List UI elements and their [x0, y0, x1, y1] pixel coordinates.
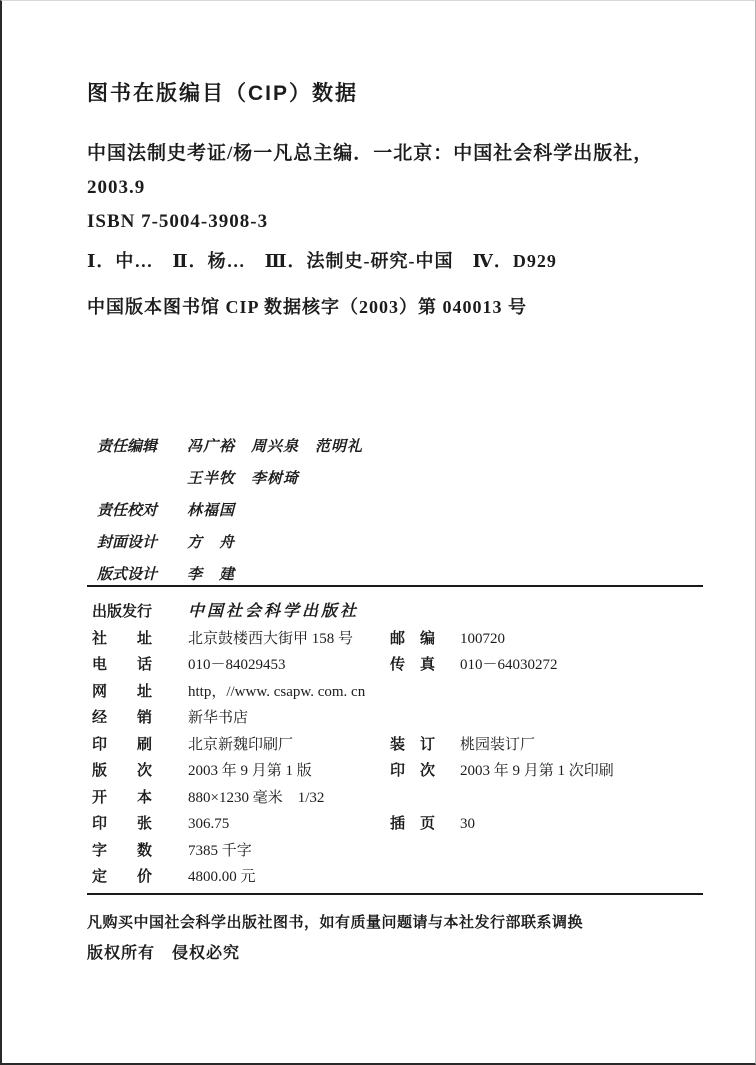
pub-label: 版 次: [92, 762, 153, 779]
pub-label: 电 话: [92, 656, 153, 673]
pub-label: 定 价: [92, 868, 153, 885]
pub-value: 北京新魏印刷厂: [188, 736, 294, 753]
pub-right-label: [390, 785, 460, 812]
credit-label: [97, 463, 187, 495]
pub-value: 北京鼓楼西大街甲 158 号: [188, 630, 354, 647]
cip-classification: Ⅰ．中… Ⅱ．杨… Ⅲ．法制史-研究-中国 Ⅳ．D929: [87, 251, 557, 271]
publishing-row: [92, 626, 614, 653]
credit-value: 王半牧 李树琦: [187, 471, 300, 487]
pub-right-label: 传 真: [390, 656, 436, 673]
credits-row: [97, 431, 363, 463]
publishing-row: [92, 732, 614, 759]
publishing-row: [92, 811, 614, 838]
pub-label: 社 址: [92, 629, 153, 647]
pub-right-value: 100720: [460, 630, 505, 647]
pub-right-value: 桃园装订厂: [460, 736, 536, 753]
pub-label: 字 数: [92, 841, 153, 859]
publishing-info-table: [92, 599, 614, 891]
publishing-row: [92, 758, 614, 785]
pub-right-value: 30: [460, 816, 475, 832]
pub-right-value: [460, 679, 614, 706]
publishing-row: [92, 864, 614, 891]
pub-right-label: 印 次: [390, 762, 436, 779]
pub-right-value: [460, 599, 614, 626]
credit-label: 责任编辑: [97, 439, 158, 455]
credit-value: 李 建: [187, 567, 236, 583]
divider-bottom: [87, 893, 703, 895]
pub-right-label: [390, 599, 460, 626]
pub-right-value: 2003 年 9 月第 1 次印刷: [460, 763, 614, 779]
credits-block: [97, 431, 363, 591]
pub-value-website: http，//www. csapw. com. cn: [188, 683, 366, 700]
publishing-row: [92, 838, 614, 865]
cip-header: 图书在版编目（CIP）数据: [87, 82, 359, 105]
pub-value: 2003 年 9 月第 1 版: [188, 763, 312, 779]
pub-label: 网 址: [92, 682, 153, 700]
publishing-row: [92, 599, 614, 626]
cip-year-line: 2003.9: [87, 177, 146, 198]
credits-row: [97, 495, 363, 527]
pub-value-publisher-script: 中国社会科学出版社: [188, 603, 360, 620]
credits-row: [97, 463, 363, 495]
credit-label: 责任校对: [97, 503, 158, 519]
publishing-row: [92, 705, 614, 732]
pub-label: 经 销: [92, 709, 153, 726]
publishing-row: [92, 785, 614, 812]
pub-value: 306.75: [188, 816, 230, 832]
credit-label: 封面设计: [97, 535, 158, 551]
divider-top: [87, 585, 703, 587]
publishing-row: [92, 652, 614, 679]
cip-registration: 中国版本图书馆 CIP 数据核字（2003）第 040013 号: [87, 297, 528, 317]
credit-label: 版式设计: [97, 567, 158, 583]
credit-value: 林福国: [187, 503, 236, 519]
pub-label: 出版发行: [92, 603, 153, 620]
pub-value: 010－84029453: [188, 657, 286, 673]
pub-right-value: [460, 705, 614, 732]
purchase-notice: 凡购买中国社会科学出版社图书，如有质量问题请与本社发行部联系调换: [87, 914, 584, 931]
pub-label: 印 刷: [92, 735, 153, 753]
isbn-line: ISBN 7-5004-3908-3: [87, 211, 269, 232]
pub-label: 印 张: [92, 815, 153, 832]
pub-value: 7385 千字: [188, 842, 252, 859]
pub-right-value: 010－64030272: [460, 657, 558, 673]
pub-right-label: 插 页: [390, 815, 436, 832]
pub-right-label: 装 订: [390, 735, 436, 753]
pub-right-label: [390, 679, 460, 706]
publishing-row: [92, 679, 614, 706]
pub-right-value: [460, 838, 614, 865]
pub-right-label: 邮 编: [390, 629, 436, 647]
pub-value: 4800.00 元: [188, 869, 256, 885]
credits-row: [97, 527, 363, 559]
credit-value: 冯广裕 周兴泉 范明礼: [187, 439, 364, 455]
cip-entry: [87, 137, 653, 239]
pub-value: 880×1230 毫米 1/32: [188, 789, 325, 806]
pub-right-label: [390, 864, 460, 891]
pub-label: 开 本: [92, 788, 153, 806]
pub-right-label: [390, 838, 460, 865]
pub-right-value: [460, 864, 614, 891]
footer-block: [87, 907, 583, 969]
pub-value: 新华书店: [188, 710, 249, 726]
pub-right-value: [460, 785, 614, 812]
pub-right-label: [390, 705, 460, 732]
copyright-statement: 版权所有 侵权必究: [87, 945, 241, 962]
credit-value: 方 舟: [187, 535, 236, 551]
cip-title-line: 中国法制史考证/杨一凡总主编．一北京：中国社会科学出版社，: [87, 143, 654, 164]
